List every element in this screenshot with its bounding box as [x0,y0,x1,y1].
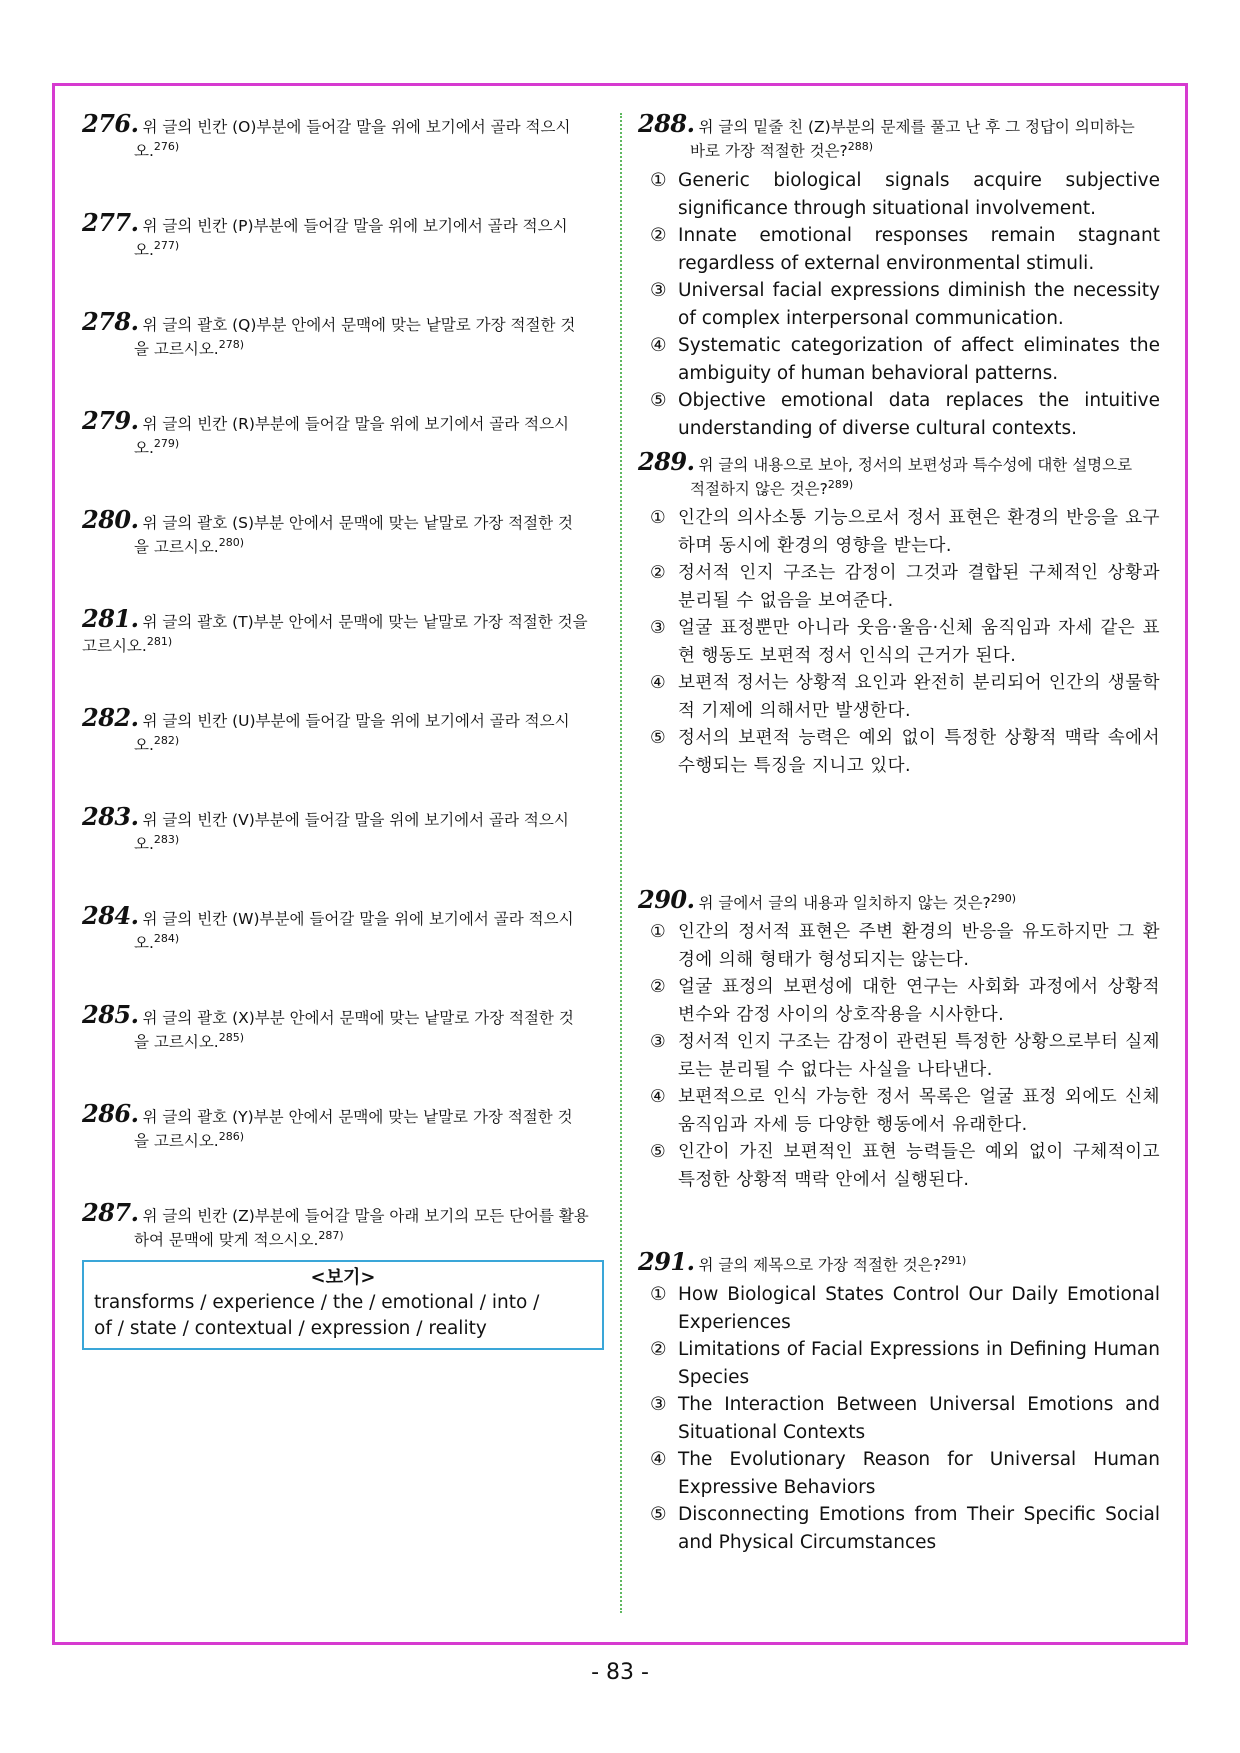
option-text: The Evolutionary Reason for Universal Human Expressive Behaviors [678,1449,1160,1498]
footnote-ref: 276) [153,139,180,153]
option-number: ① [650,1284,667,1305]
question-279 [82,406,606,460]
option-number: ① [650,508,667,528]
footnote-ref: 291) [940,1253,967,1267]
question-286 [82,1099,606,1153]
question-text-cont: 하여 문맥에 맞게 적으시오. [134,1231,319,1249]
question-text: 위 글의 괄호 (X)부분 안에서 문맥에 맞는 낱말로 가장 적절한 것 [142,1009,574,1027]
question-text-cont: 오. [134,241,154,259]
option-text: Disconnecting Emotions from Their Specific Social and Physical Circumstances [678,1504,1160,1553]
option-number: ④ [650,1449,667,1470]
footnote-ref: 277) [153,238,180,252]
option-5[interactable] [650,1139,1160,1194]
footnote-ref: 278) [218,337,245,351]
bogi-box [82,1260,604,1350]
question-288 [638,109,1160,442]
option-text: Objective emotional data replaces the intuitive understanding of diverse cultural contexts. [678,390,1160,439]
option-1[interactable] [650,1281,1160,1336]
question-text: 위 글의 괄호 (Q)부분 안에서 문맥에 맞는 낱말로 가장 적절한 것 [142,316,576,334]
option-text: 정서의 보편적 능력은 예외 없이 특정한 상황적 맥락 속에서 수행되는 특징을 지니고 있다. [678,728,1160,776]
question-number: 289. [638,447,695,476]
question-number: 277. [82,208,139,237]
footnote-ref: 282) [153,733,180,747]
question-290 [638,885,1160,1194]
question-285 [82,1000,606,1054]
question-277 [82,208,606,262]
option-text: Generic biological signals acquire subjective significance through situational involvement. [678,170,1160,219]
option-text: Innate emotional responses remain stagnant regardless of external environmental stimuli. [678,225,1160,274]
option-4[interactable] [650,670,1160,725]
option-number: ④ [650,673,667,693]
options-list [650,505,1160,780]
question-number: 279. [82,406,139,435]
question-278 [82,307,606,361]
question-282 [82,703,606,757]
footnote-ref: 284) [153,931,180,945]
question-number: 286. [82,1099,139,1128]
question-text-cont: 을 고르시오. [134,1132,219,1150]
option-3[interactable] [650,1029,1160,1084]
option-text: 얼굴 표정뿐만 아니라 웃음·울음·신체 움직임과 자세 같은 표현 행동도 보편적 정서 인식의 근거가 된다. [678,618,1160,666]
footnote-ref: 280) [218,535,245,549]
option-4[interactable] [650,1446,1160,1501]
option-number: ③ [650,1394,667,1415]
option-3[interactable] [650,615,1160,670]
question-number: 284. [82,901,139,930]
question-text: 위 글의 빈칸 (R)부분에 들어갈 말을 위에 보기에서 골라 적으시 [142,415,570,433]
question-283 [82,802,606,856]
option-number: ② [650,563,667,583]
question-289 [638,447,1160,780]
question-text: 위 글의 괄호 (T)부분 안에서 문맥에 맞는 낱말로 가장 적절한 것을 [142,613,588,631]
bogi-words-line1: transforms / experience / the / emotional / into / [94,1292,540,1313]
option-2[interactable] [650,1336,1160,1391]
option-number: ① [650,170,667,191]
option-number: ⑤ [650,390,667,411]
option-4[interactable] [650,332,1160,387]
question-text-cont: 바로 가장 적절한 것은? [690,142,848,160]
option-text: 정서적 인지 구조는 감정이 그것과 결합된 구체적인 상황과 분리될 수 없음을 보여준다. [678,563,1160,611]
option-4[interactable] [650,1084,1160,1139]
question-text-cont: 을 고르시오. [134,340,219,358]
option-number: ③ [650,1032,667,1052]
question-text: 위 글의 빈칸 (W)부분에 들어갈 말을 위에 보기에서 골라 적으시 [142,910,574,928]
question-291 [638,1247,1160,1556]
bogi-title: <보기> [310,1267,376,1288]
option-1[interactable] [650,919,1160,974]
question-287 [82,1198,606,1350]
question-text: 위 글의 빈칸 (V)부분에 들어갈 말을 위에 보기에서 골라 적으시 [142,811,569,829]
question-text-cont: 적절하지 않은 것은? [690,480,828,498]
option-5[interactable] [650,725,1160,780]
footnote-ref: 281) [146,634,173,648]
option-number: ④ [650,335,667,356]
option-text: 보편적 정서는 상황적 요인과 완전히 분리되어 인간의 생물학적 기제에 의해서만 발생한다. [678,673,1160,721]
option-number: ④ [650,1087,667,1107]
question-number: 285. [82,1000,139,1029]
question-number: 281. [82,604,139,633]
option-number: ③ [650,280,667,301]
option-5[interactable] [650,1501,1160,1556]
options-list [650,167,1160,442]
question-number: 291. [638,1247,695,1276]
option-number: ② [650,1339,667,1360]
option-5[interactable] [650,387,1160,442]
question-text-cont: 오. [134,835,154,853]
option-1[interactable] [650,505,1160,560]
footnote-ref: 288) [847,139,874,153]
question-text-cont: 오. [134,142,154,160]
page-number: - 83 - [591,1660,649,1685]
option-3[interactable] [650,277,1160,332]
question-text-cont: 고르시오. [82,637,147,655]
option-text: 얼굴 표정의 보편성에 대한 연구는 사회화 과정에서 상황적 변수와 감정 사이의 상호작용을 시사한다. [678,977,1160,1025]
question-number: 276. [82,109,139,138]
question-text: 위 글의 빈칸 (Z)부분에 들어갈 말을 아래 보기의 모든 단어를 활용 [142,1207,589,1225]
option-number: ② [650,977,667,997]
option-text: 인간의 의사소통 기능으로서 정서 표현은 환경의 반응을 요구하며 동시에 환경의 영향을 받는다. [678,508,1160,556]
question-number: 290. [638,885,695,914]
option-2[interactable] [650,560,1160,615]
options-list [650,919,1160,1194]
option-text: 인간이 가진 보편적인 표현 능력들은 예외 없이 구체적이고 특정한 상황적 맥락 안에서 실행된다. [678,1142,1160,1190]
option-2[interactable] [650,222,1160,277]
options-list [650,1281,1160,1556]
question-text-cont: 오. [134,934,154,952]
option-1[interactable] [650,167,1160,222]
question-text: 위 글의 빈칸 (P)부분에 들어갈 말을 위에 보기에서 골라 적으시 [142,217,568,235]
question-text: 위 글의 내용으로 보아, 정서의 보편성과 특수성에 대한 설명으로 [698,456,1133,474]
question-284 [82,901,606,955]
bogi-words-line2: of / state / contextual / expression / reality [94,1318,487,1339]
question-281 [82,604,606,658]
question-text: 위 글에서 글의 내용과 일치하지 않는 것은? [698,894,991,912]
footnote-ref: 286) [218,1129,245,1143]
option-3[interactable] [650,1391,1160,1446]
question-276 [82,109,606,163]
question-number: 288. [638,109,695,138]
question-text-cont: 을 고르시오. [134,538,219,556]
option-number: ⑤ [650,1504,667,1525]
question-number: 280. [82,505,139,534]
column-divider [620,113,622,1613]
footnote-ref: 289) [827,477,854,491]
question-number: 283. [82,802,139,831]
option-text: 정서적 인지 구조는 감정이 관련된 특정한 상황으로부터 실제로는 분리될 수 없다는 사실을 나타낸다. [678,1032,1160,1080]
option-number: ③ [650,618,667,638]
option-text: Systematic categorization of affect eliminates the ambiguity of human behavioral patterns. [678,335,1160,384]
question-text-cont: 오. [134,439,154,457]
option-text: The Interaction Between Universal Emotions and Situational Contexts [678,1394,1160,1443]
question-text: 위 글의 제목으로 가장 적절한 것은? [698,1256,941,1274]
question-number: 287. [82,1198,139,1227]
question-text-cont: 을 고르시오. [134,1033,219,1051]
option-2[interactable] [650,974,1160,1029]
option-text: 인간의 정서적 표현은 주변 환경의 반응을 유도하지만 그 환경에 의해 형태가 형성되지는 않는다. [678,922,1160,970]
question-text: 위 글의 빈칸 (O)부분에 들어갈 말을 위에 보기에서 골라 적으시 [142,118,571,136]
question-number: 278. [82,307,139,336]
footnote-ref: 290) [990,891,1017,905]
option-text: 보편적으로 인식 가능한 정서 목록은 얼굴 표정 외에도 신체 움직임과 자세 등 다양한 행동에서 유래한다. [678,1087,1160,1135]
option-number: ② [650,225,667,246]
question-text-cont: 오. [134,736,154,754]
footnote-ref: 287) [318,1228,344,1242]
question-number: 282. [82,703,139,732]
question-text: 위 글의 괄호 (Y)부분 안에서 문맥에 맞는 낱말로 가장 적절한 것 [142,1108,573,1126]
question-text: 위 글의 빈칸 (U)부분에 들어갈 말을 위에 보기에서 골라 적으시 [142,712,570,730]
option-number: ⑤ [650,728,667,748]
option-text: Universal facial expressions diminish the necessity of complex interpersonal communication. [678,280,1160,329]
question-280 [82,505,606,559]
option-number: ① [650,922,667,942]
footnote-ref: 285) [218,1030,245,1044]
option-text: Limitations of Facial Expressions in Defining Human Species [678,1339,1160,1388]
footnote-ref: 279) [153,436,180,450]
option-text: How Biological States Control Our Daily Emotional Experiences [678,1284,1160,1333]
option-number: ⑤ [650,1142,667,1162]
question-text: 위 글의 괄호 (S)부분 안에서 문맥에 맞는 낱말로 가장 적절한 것 [142,514,574,532]
question-text: 위 글의 밑줄 친 (Z)부분의 문제를 풀고 난 후 그 정답이 의미하는 [698,118,1135,136]
footnote-ref: 283) [153,832,180,846]
